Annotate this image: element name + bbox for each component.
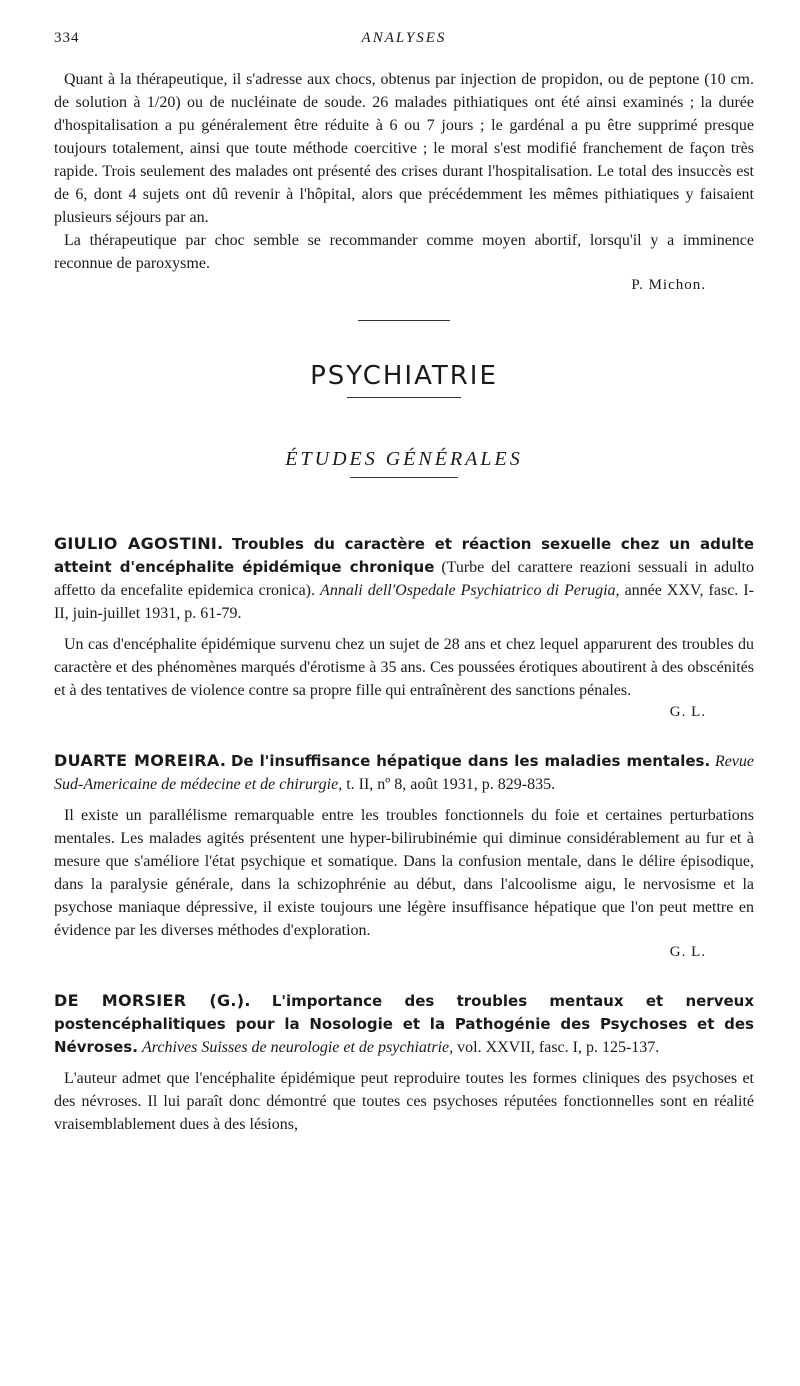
intro-paragraph-2: La thérapeutique par choc semble se recommander comme moyen abortif, lorsqu'il y a imminence reconnue de paroxysme. xyxy=(54,232,754,272)
entry-author: DE MORSIER (G.). xyxy=(54,991,251,1010)
page xyxy=(54,30,754,1136)
section-title-underline xyxy=(347,397,461,398)
page-number: 334 xyxy=(54,30,80,46)
entry-signature: G. L. xyxy=(669,704,706,720)
page-header xyxy=(54,30,754,54)
entry-details: vol. XXVII, fasc. I, p. 125-137. xyxy=(457,1039,660,1056)
entry-title: L'importance des troubles mentaux et nerveux postencéphalitiques pour la Nosologie et la Pathogénie des Psychoses et des Névroses. xyxy=(54,992,754,1056)
entry-heading xyxy=(54,989,754,1059)
running-title: ANALYSES xyxy=(361,30,447,46)
previous-article-ending xyxy=(54,68,754,294)
entry-author: DUARTE MOREIRA. xyxy=(54,751,227,770)
entries-list xyxy=(54,532,754,1136)
separator-rule xyxy=(358,320,450,321)
entry-journal: Annali dell'Ospedale Psychiatrico di Perugia, xyxy=(320,582,620,599)
subsection-title-underline xyxy=(350,477,458,478)
entry-journal: Archives Suisses de neurologie et de psychiatrie, xyxy=(141,1039,454,1056)
entry-author: GIULIO AGOSTINI. xyxy=(54,534,224,553)
entry-agostini xyxy=(54,532,754,721)
entry-body: Un cas d'encéphalite épidémique survenu chez un sujet de 28 ans et chez lequel apparurent des troubles du caractère et des phénomènes marqués d'érotisme à 35 ans. Ces poussées érotiques aboutirent à des obscénités et à des tentatives de violence contre sa propre fille qui entraînèrent des sanctions pénales. xyxy=(54,636,754,699)
entry-details: année XXV, fasc. I-II, juin-juillet 1931, p. 61-79. xyxy=(54,582,754,622)
intro-paragraph-1: Quant à la thérapeutique, il s'adresse aux chocs, obtenus par injection de propidon, ou de peptone (10 cm. de solution à 1/20) ou de nucléinate de soude. 26 malades pithiatiques ont été ainsi examinés ; la durée d'hospitalisation a pu généralement être réduite à 6 ou 7 jours ; le gardénal a pu être supprimé presque toujours totalement, ainsi que toute méthode coercitive ; le moral s'est modifié franchement de façon très rapide. Trois seulement des malades ont présenté des crises durant l'hospitalisation. Le total des insuccès est de 6, dont 4 sujets ont dû revenir à l'hôpital, alors que précédemment les mêmes pithiatiques y faisaient plusieurs séjours par an. xyxy=(54,71,754,226)
entry-journal: Revue Sud-Americaine de médecine et de chirurgie, xyxy=(54,753,754,793)
entry-heading xyxy=(54,749,754,796)
entry-body: L'auteur admet que l'encéphalite épidémique peut reproduire toutes les formes cliniques des psychoses et des névroses. Il lui paraît donc démontré que toutes ces psychoses réputées fonctionnelles sont en réalité vraisemblablement dues à des lésions, xyxy=(54,1070,754,1133)
entry-heading xyxy=(54,532,754,625)
entry-title: De l'insuffisance hépatique dans les maladies mentales. xyxy=(230,752,711,770)
subsection-title: ÉTUDES GÉNÉRALES xyxy=(285,448,523,470)
entry-details: t. II, nº 8, août 1931, p. 829-835. xyxy=(346,776,556,793)
entry-signature: G. L. xyxy=(669,944,706,960)
entry-body: Il existe un parallélisme remarquable entre les troubles fonctionnels du foie et certaines perturbations mentales. Les malades agités présentent une hyper-bilirubinémie qui diminue considérablement au fur et à mesure que s'améliore l'état psychique et somatique. Dans la confusion mentale, dans le délire épisodique, dans la paralysie générale, dans la schizophrénie au début, dans l'alcoolisme aigu, le nervosisme et la psychose maniaque dépressive, il existe toujours une légère insuffisance hépatique que l'on peut mettre en évidence par les diverses méthodes d'exploration. xyxy=(54,807,754,939)
entry-original-title: (Turbe del carattere reazioni sessuali in adulto affetto da encefalite epidemica cronica). xyxy=(54,559,754,599)
intro-signature: P. Michon. xyxy=(631,277,706,293)
entry-moreira xyxy=(54,749,754,961)
entry-title: Troubles du caractère et réaction sexuelle chez un adulte atteint d'encéphalite épidémique chronique xyxy=(54,535,754,576)
section-title: PSYCHIATRIE xyxy=(310,361,498,391)
entry-de-morsier xyxy=(54,989,754,1136)
